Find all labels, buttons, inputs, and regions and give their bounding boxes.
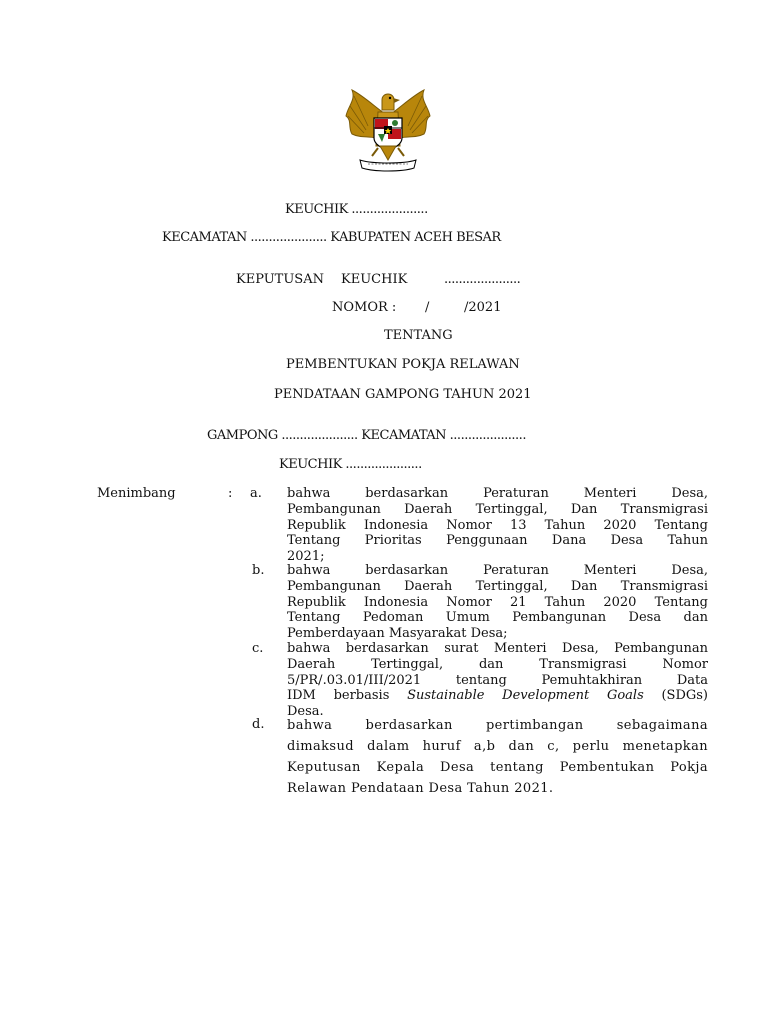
nomor-slash: / xyxy=(425,300,430,315)
item-a-line: 2021; xyxy=(287,549,325,565)
menimbang-label: Menimbang xyxy=(97,486,176,501)
item-b-line: Pembangunan Daerah Tertinggal, Dan Transmigrasi xyxy=(287,578,708,594)
keuchik-heading-2: KEUCHIK ..................... xyxy=(279,457,422,472)
subject-line-1: PEMBENTUKAN POKJA RELAWAN xyxy=(286,357,520,372)
subject-line-2: PENDATAAN GAMPONG TAHUN 2021 xyxy=(274,387,532,402)
item-d-line: bahwa berdasarkan pertimbangan sebagaimana xyxy=(287,718,708,733)
item-c-line: 5/PR/.03.01/III/2021 tentang Pemuhtakhiran Data xyxy=(287,672,708,688)
item-c-line-4-italic: Sustainable Development Goals xyxy=(407,688,644,704)
gampong-heading: GAMPONG ..................... KECAMATAN ..................... xyxy=(207,428,526,443)
tentang-heading: TENTANG xyxy=(384,328,453,343)
keuchik-heading: KEUCHIK ..................... xyxy=(285,202,428,217)
item-letter-b: b. xyxy=(252,563,265,578)
item-c-line-4-prefix: IDM berbasis xyxy=(287,688,408,704)
item-a-line: Republik Indonesia Nomor 13 Tahun 2020 Tentang xyxy=(287,517,708,533)
item-c-line: bahwa berdasarkan surat Menteri Desa, Pembangunan xyxy=(287,641,708,656)
keputusan-word: KEPUTUSAN xyxy=(236,272,324,287)
item-d-line: Keputusan Kepala Desa tentang Pembentukan Pokja xyxy=(287,760,708,775)
item-d-line: Relawan Pendataan Desa Tahun 2021. xyxy=(287,781,554,796)
item-body-a xyxy=(287,486,708,565)
item-body-c xyxy=(287,641,708,720)
keputusan-dots: ..................... xyxy=(444,272,521,287)
item-b-line: Tentang Pedoman Umum Pembangunan Desa dan xyxy=(287,610,708,626)
item-b-line: bahwa berdasarkan Peraturan Menteri Desa, xyxy=(287,563,708,578)
kecamatan-heading: KECAMATAN ..................... KABUPATEN ACEH BESAR xyxy=(162,230,501,245)
item-a-line: Tentang Prioritas Penggunaan Dana Desa Tahun xyxy=(287,533,708,549)
item-body-d xyxy=(287,715,708,799)
keputusan-keuchik: KEUCHIK xyxy=(341,272,408,287)
nomor-value: /2021 xyxy=(464,300,502,315)
item-c-line-4 xyxy=(287,688,708,704)
nomor-label: NOMOR : xyxy=(332,300,397,315)
item-a-line: Pembangunan Daerah Tertinggal, Dan Transmigrasi xyxy=(287,501,708,517)
item-d-line: dimaksud dalam huruf a,b dan c, perlu menetapkan xyxy=(287,739,708,754)
item-c-line-4-suffix: (SDGs) xyxy=(643,688,709,704)
menimbang-colon: : xyxy=(228,486,233,501)
item-letter-c: c. xyxy=(252,641,264,656)
item-body-b xyxy=(287,563,708,642)
item-b-line: Republik Indonesia Nomor 21 Tahun 2020 Tentang xyxy=(287,594,708,610)
item-c-line: Desa. xyxy=(287,704,324,720)
item-letter-d: d. xyxy=(252,717,265,732)
item-c-line: Daerah Tertinggal, dan Transmigrasi Nomor xyxy=(287,656,708,672)
item-b-line: Pemberdayaan Masyarakat Desa; xyxy=(287,626,508,642)
garuda-emblem-icon xyxy=(338,86,438,174)
item-letter-a: a. xyxy=(250,486,262,501)
item-a-line: bahwa berdasarkan Peraturan Menteri Desa, xyxy=(287,486,708,501)
